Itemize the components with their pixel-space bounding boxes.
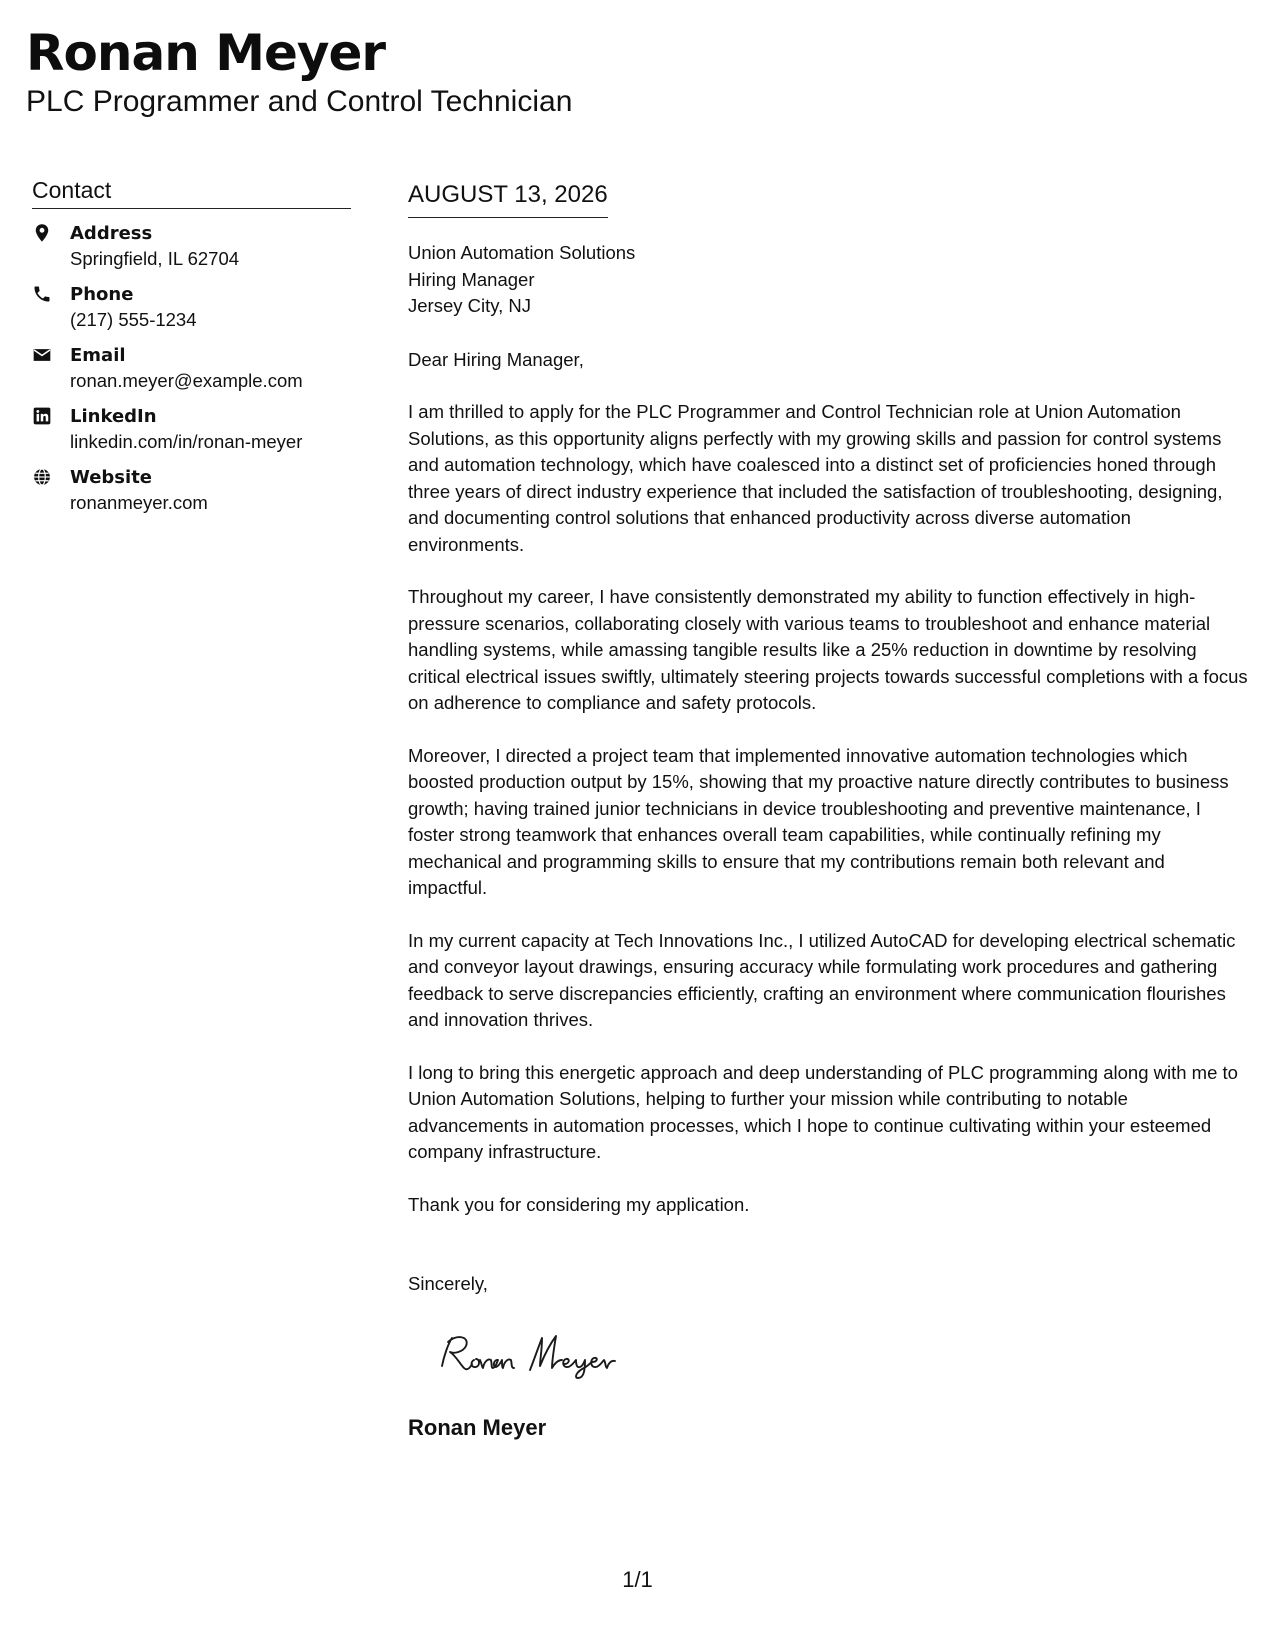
header [26, 22, 572, 120]
body-paragraph: I am thrilled to apply for the PLC Programmer and Control Technician role at Union Automation Solutions, as this opportunity aligns perfectly with my growing skills and passion for control systems and automation technology, which have coalesced into a distinct set of proficiencies honed through three years of direct industry experience that included the satisfaction of troubleshooting, designing, and documenting control solutions that enhanced productivity across diverse automation environments. [408, 401, 1223, 555]
body-paragraph: In my current capacity at Tech Innovations Inc., I utilized AutoCAD for developing electrical schematic and conveyor layout drawings, ensuring accuracy while formulating work procedures and gathering feedback to serve discrepancies efficiently, crafting an environment where communication flourishes and innovation thrives. [408, 929, 1236, 1030]
envelope-icon [32, 343, 70, 365]
recipient-block [408, 240, 1248, 320]
contact-item-email [32, 343, 351, 393]
page-number: 1/1 [622, 1567, 653, 1592]
contact-item-phone [32, 282, 351, 332]
body-paragraph: Thank you for considering my application. [408, 1193, 750, 1215]
recipient-company: Union Automation Solutions [408, 242, 636, 263]
contact-heading: Contact [32, 176, 351, 209]
email-value: ronan.meyer@example.com [70, 370, 303, 391]
contact-label: LinkedIn [70, 406, 157, 427]
recipient-location: Jersey City, NJ [408, 295, 532, 316]
contact-item-linkedin [32, 404, 351, 454]
website-value: ronanmeyer.com [70, 492, 208, 513]
recipient-role: Hiring Manager [408, 268, 535, 290]
contact-sidebar [32, 176, 351, 526]
contact-label: Phone [70, 284, 134, 305]
phone-icon [32, 282, 70, 304]
letter-body [408, 180, 1248, 1442]
body-paragraph: Moreover, I directed a project team that implemented innovative automation technologies which boosted production output by 15%, showing that my proactive nature directly contributes to business growth; having trained junior technicians in device troubleshooting and preventive maintenance, I foster strong teamwork that enhances overall team capabilities, while continually refining my mechanical and programming skills to ensure that my contributions remain both relevant and impactful. [408, 744, 1229, 898]
closing: Sincerely, [408, 1273, 488, 1294]
contact-label: Address [70, 223, 153, 244]
handwritten-signature [434, 1326, 654, 1382]
applicant-name: Ronan Meyer [26, 24, 386, 82]
contact-item-website [32, 465, 351, 515]
body-paragraph: I long to bring this energetic approach and deep understanding of PLC programming along with me to Union Automation Solutions, helping to further your mission while contributing to notable advancements in automation processes, which I hope to continue cultivating within your esteemed company infrastructure. [408, 1061, 1238, 1162]
job-title: PLC Programmer and Control Technician [26, 85, 573, 118]
linkedin-icon [32, 404, 70, 426]
address-value: Springfield, IL 62704 [70, 248, 240, 269]
signer-name: Ronan Meyer [408, 1414, 547, 1440]
contact-label: Website [70, 467, 153, 488]
phone-value: (217) 555-1234 [70, 309, 197, 330]
body-paragraph: Throughout my career, I have consistently demonstrated my ability to function effectively in high-pressure scenarios, collaborating closely with various teams to troubleshoot and enhance material handling systems, while amassing tangible results like a 25% reduction in downtime by resolving critical electrical issues swiftly, ultimately steering projects towards successful completions with a focus on adherence to compliance and safety protocols. [408, 586, 1248, 713]
letter-date: AUGUST 13, 2026 [408, 180, 608, 218]
contact-label: Email [70, 345, 126, 366]
contact-item-address [32, 221, 351, 271]
globe-icon [32, 465, 70, 487]
location-pin-icon [32, 221, 70, 243]
linkedin-value: linkedin.com/in/ronan-meyer [70, 431, 303, 452]
salutation: Dear Hiring Manager, [408, 348, 584, 370]
